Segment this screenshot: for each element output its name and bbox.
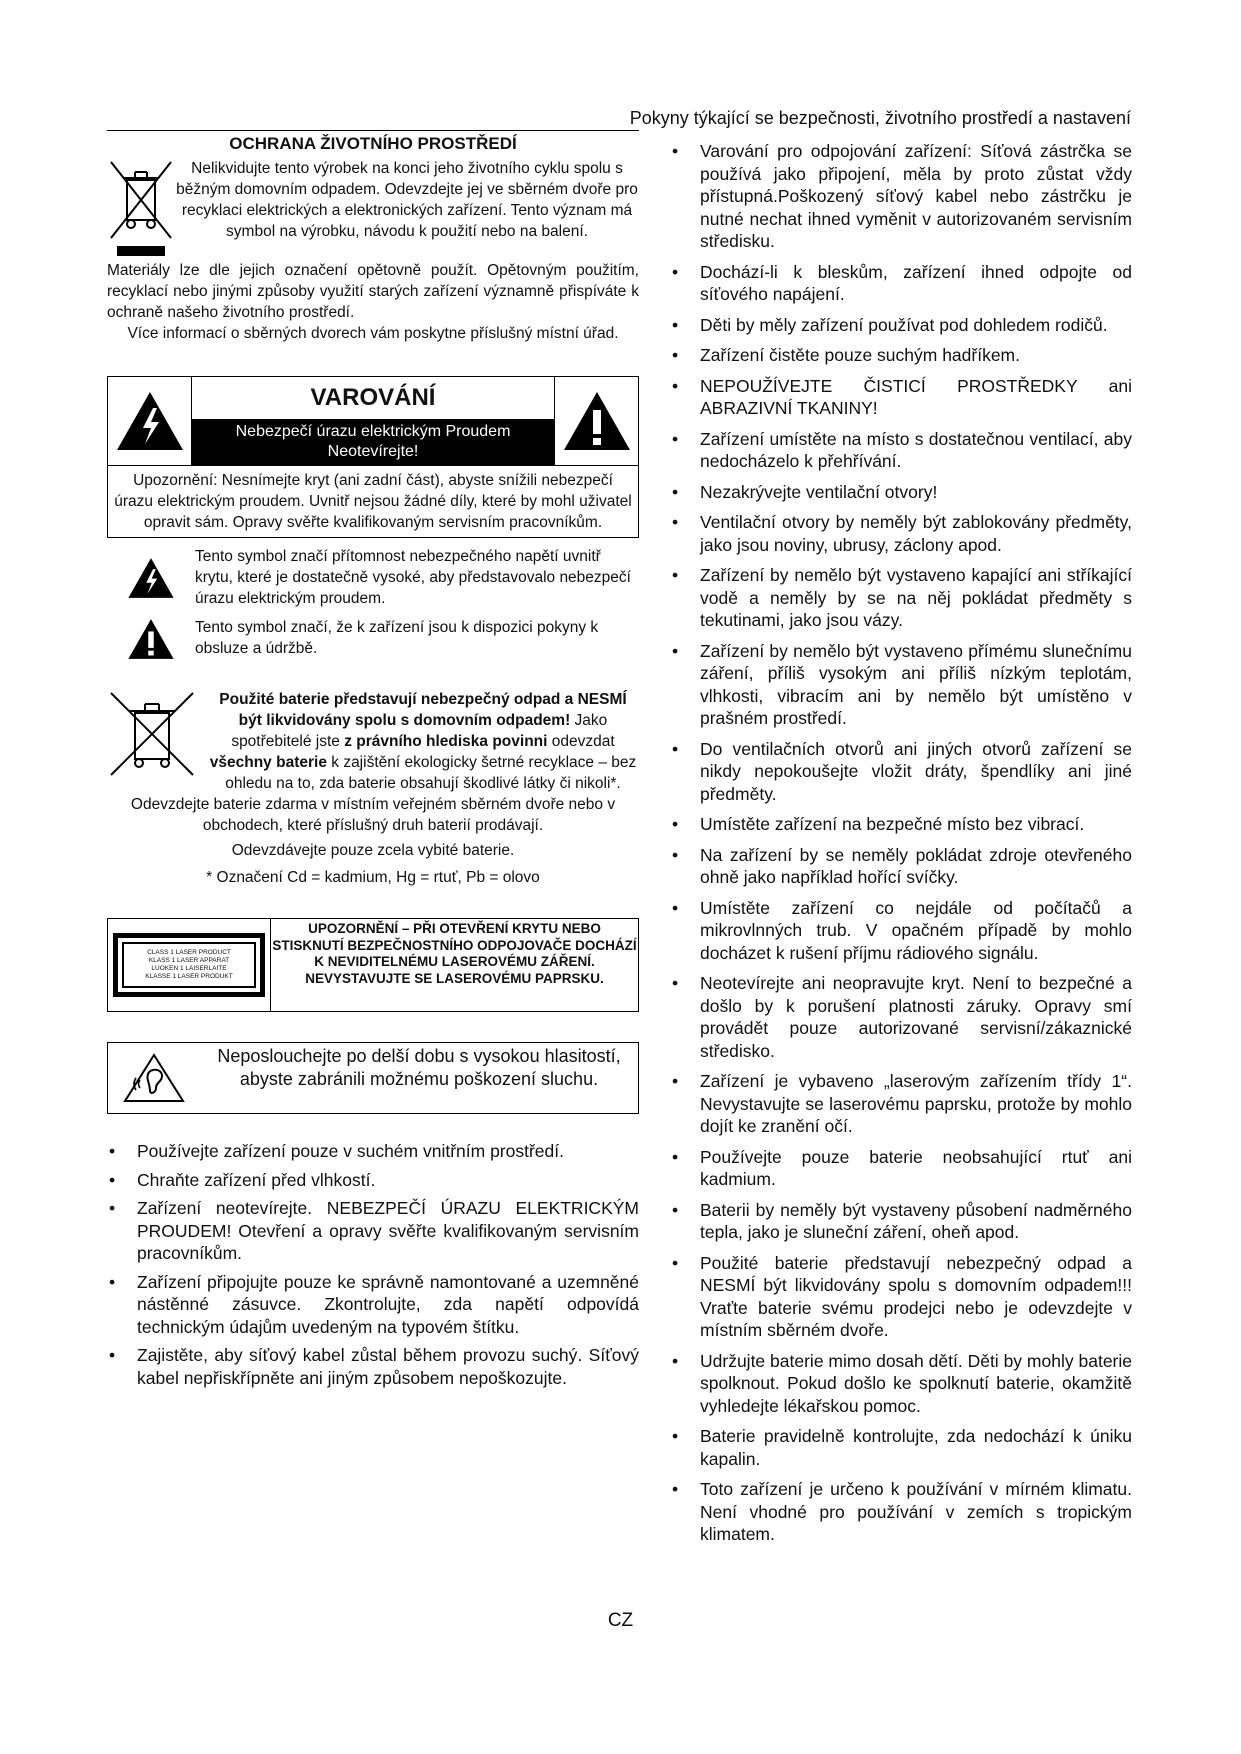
list-item: • Děti by měly zařízení používat pod dohledem rodičů. xyxy=(670,314,1132,337)
list-item: • Zařízení by nemělo být vystaveno kapající ani stříkající vodě a neměly by se na něj pokládat předměty s tekutinami, jako jsou vázy. xyxy=(670,564,1132,632)
list-item: • Zařízení umístěte na místo s dostatečnou ventilací, aby nedocházelo k přehřívání. xyxy=(670,428,1132,473)
list-item: • Dochází-li k bleskům, zařízení ihned odpojte od síťového napájení. xyxy=(670,261,1132,306)
list-item: • Do ventilačních otvorů ani jiných otvorů zařízení se nikdy nepokoušejte vložit dráty, špendlíky ani jiné předměty. xyxy=(670,738,1132,806)
crossed-bin-icon xyxy=(107,689,207,794)
crossed-bin-icon xyxy=(107,158,175,258)
right-bullet-list xyxy=(670,140,1132,1546)
list-item: • NEPOUŽÍVEJTE ČISTICÍ PROSTŘEDKY ani ABRAZIVNÍ TKANINY! xyxy=(670,375,1132,420)
exclamation-triangle-icon xyxy=(107,617,195,661)
list-item: • Chraňte zařízení před vlhkostí. xyxy=(107,1169,639,1192)
left-bullet-list xyxy=(107,1140,639,1389)
symbol-voltage-text: Tento symbol značí přítomnost nebezpečného napětí uvnitř krytu, které je dostatečně vysoké, aby představovalo nebezpečí úrazu elektrickým proudem. xyxy=(195,548,631,607)
list-item: • Používejte pouze baterie neobsahující rtuť ani kadmium. xyxy=(670,1146,1132,1191)
page-footer-language: CZ xyxy=(607,1610,634,1631)
list-item: • Nezakrývejte ventilační otvory! xyxy=(670,481,1132,504)
page-header: Pokyny týkající se bezpečnosti, životního prostředí a nastavení xyxy=(629,108,1131,128)
warning-subtitle: Nebezpečí úrazu elektrickým Proudem Neotevírejte! xyxy=(192,419,554,465)
list-item: • Varování pro odpojování zařízení: Síťová zástrčka se používá jako připojení, měla by proto zůstat vždy přístupná.Poškozený síťový kabel nebo zástrčku je nutné nechat ihned vyměnit v autorizovaném servisním středisku. xyxy=(670,140,1132,253)
laser-warning-text: UPOZORNĚNÍ – PŘI OTEVŘENÍ KRYTU NEBO STISKNUTÍ BEZPEČNOSTNÍHO ODPOJOVAČE DOCHÁZÍ K NEVIDITELNÉMU LASEROVÉMU ZÁŘENÍ. NEVYSTAVUJTE SE LASEROVÉMU PAPRSKU. xyxy=(272,921,637,986)
warning-body: Upozornění: Nesnímejte kryt (ani zadní část), abyste snížili nebezpečí úrazu elektrickým proudem. Uvnitř nejsou žádné díly, které by mohl uživatel opravit sám. Opravy svěřte kvalifikovaným servisním pracovníkům. xyxy=(114,472,632,531)
environment-info-text: Více informací o sběrných dvorech vám poskytne příslušný místní úřad. xyxy=(127,325,619,342)
lightning-triangle-icon xyxy=(108,377,191,465)
list-item: • Zařízení by nemělo být vystaveno přímému slunečnímu záření, příliš vysokým ani příliš nízkým teplotám, vlhkosti, vibracím ani by nemělo být umístěno v prašném prostředí. xyxy=(670,640,1132,730)
list-item: • Baterii by neměly být vystaveny působení nadměrného tepla, jako je sluneční záření, oheň apod. xyxy=(670,1199,1132,1244)
battery-legend-text: * Označení Cd = kadmium, Hg = rtuť, Pb = olovo xyxy=(206,869,540,886)
list-item: • Udržujte baterie mimo dosah dětí. Děti by mohly baterie spolknout. Pokud došlo ke spolknutí baterie, okamžitě vyhledejte lékařskou pomoc. xyxy=(670,1350,1132,1418)
list-item: • Baterie pravidelně kontrolujte, zda nedochází k úniku kapalin. xyxy=(670,1425,1132,1470)
list-item: • Umístěte zařízení co nejdále od počítačů a mikrovlnných trub. V opačném případě by mohlo docházet k rušení příjmu rádiového signálu. xyxy=(670,897,1132,965)
list-item: • Neotevírejte ani neopravujte kryt. Není to bezpečné a došlo by k porušení platnosti záruky. Opravy smí provádět pouze autorizované servisní/zákaznické středisko. xyxy=(670,972,1132,1062)
list-item: • Zařízení připojujte pouze ke správně namontované a uzemněné nástěnné zásuvce. Zkontrolujte, zda napětí odpovídá technickým údajům uvedeným na typovém štítku. xyxy=(107,1271,639,1339)
environment-title: OCHRANA ŽIVOTNÍHO PROSTŘEDÍ xyxy=(229,134,517,153)
battery-empty-text: Odevzdávejte pouze zcela vybité baterie. xyxy=(231,842,515,859)
list-item: • Použité baterie představují nebezpečný odpad a NESMÍ být likvidovány spolu s domovním odpadem!!! Vraťte baterie svému prodejci nebo je odevzdejte v místním sběrném dvoře. xyxy=(670,1252,1132,1342)
right-column xyxy=(670,140,1132,1554)
warning-box xyxy=(107,376,639,538)
exclamation-triangle-icon xyxy=(555,377,638,465)
symbol-instructions-text: Tento symbol značí, že k zařízení jsou k dispozici pokyny k obsluze a údržbě. xyxy=(195,619,599,657)
hearing-warning-text: Neposlouchejte po delší dobu s vysokou hlasitostí, abyste zabránili možnému poškození sluchu. xyxy=(217,1046,621,1089)
lightning-triangle-icon xyxy=(107,546,195,609)
warning-title: VAROVÁNÍ xyxy=(310,384,436,411)
hearing-warning-icon xyxy=(108,1043,200,1113)
list-item: • Ventilační otvory by neměly být zablokovány předměty, jako jsou noviny, ubrusy, záclony apod. xyxy=(670,511,1132,556)
battery-return-text: Odevzdejte baterie zdarma v místním veřejném sběrném dvoře nebo v obchodech, které příslušný druh baterií prodávají. xyxy=(130,796,616,834)
list-item: • Umístěte zařízení na bezpečné místo bez vibrací. xyxy=(670,813,1132,836)
list-item: • Toto zařízení je určeno k používání v mírném klimatu. Není vhodné pro používání v zemích s tropickým klimatem. xyxy=(670,1478,1132,1546)
battery-warning-text: Použité baterie představují nebezpečný odpad a NESMÍ být likvidovány spolu s domovním odpadem! Jako spotřebitelé jste z právního hlediska povinni odevzdat všechny baterie k zajištění ekologicky šetrné recyklace – bez ohledu na to, zda baterie obsahují škodlivé látky či nikoli*. xyxy=(209,691,637,792)
left-column xyxy=(107,130,639,1395)
list-item: • Na zařízení by se neměly pokládat zdroje otevřeného ohně jako například hořící svíčky. xyxy=(670,844,1132,889)
environment-text: Nelikvidujte tento výrobek na konci jeho životního cyklu spolu s běžným domovním odpadem. Odevzdejte jej ve sběrném dvoře pro recyklaci elektrických a elektronických zařízení. Tento význam má symbol na výrobku, návodu k použití nebo na balení. xyxy=(176,160,638,240)
section-divider xyxy=(107,130,639,131)
list-item: • Používejte zařízení pouze v suchém vnitřním prostředí. xyxy=(107,1140,639,1163)
list-item: • Zařízení čistěte pouze suchým hadříkem. xyxy=(670,344,1132,367)
list-item: • Zařízení neotevírejte. NEBEZPEČÍ ÚRAZU ELEKTRICKÝM PROUDEM! Otevření a opravy svěřte kvalifikovaným servisním pracovníkům. xyxy=(107,1197,639,1265)
environment-materials-text: Materiály lze dle jejich označení opětovně použít. Opětovným použitím, recyklací nebo jinými způsoby využití starých zařízení významně přispíváte k ochraně našeho životního prostředí. xyxy=(107,262,639,321)
list-item: • Zajistěte, aby síťový kabel zůstal během provozu suchý. Síťový kabel nepřiskřípněte ani jiným způsobem nepoškozujte. xyxy=(107,1344,639,1389)
list-item: • Zařízení je vybaveno „laserovým zařízením třídy 1“. Nevystavujte se laserovému paprsku, protože by mohlo dojít ke zranění očí. xyxy=(670,1070,1132,1138)
laser-warning-box xyxy=(107,918,639,1012)
laser-class-label: CLASS 1 LASER PRODUCT KLASS 1 LASER APPARAT LUOKEN 1 LAISERLAITE KLASSE 1 LASER PRODUKT xyxy=(122,942,256,988)
hearing-warning-box xyxy=(107,1042,639,1114)
